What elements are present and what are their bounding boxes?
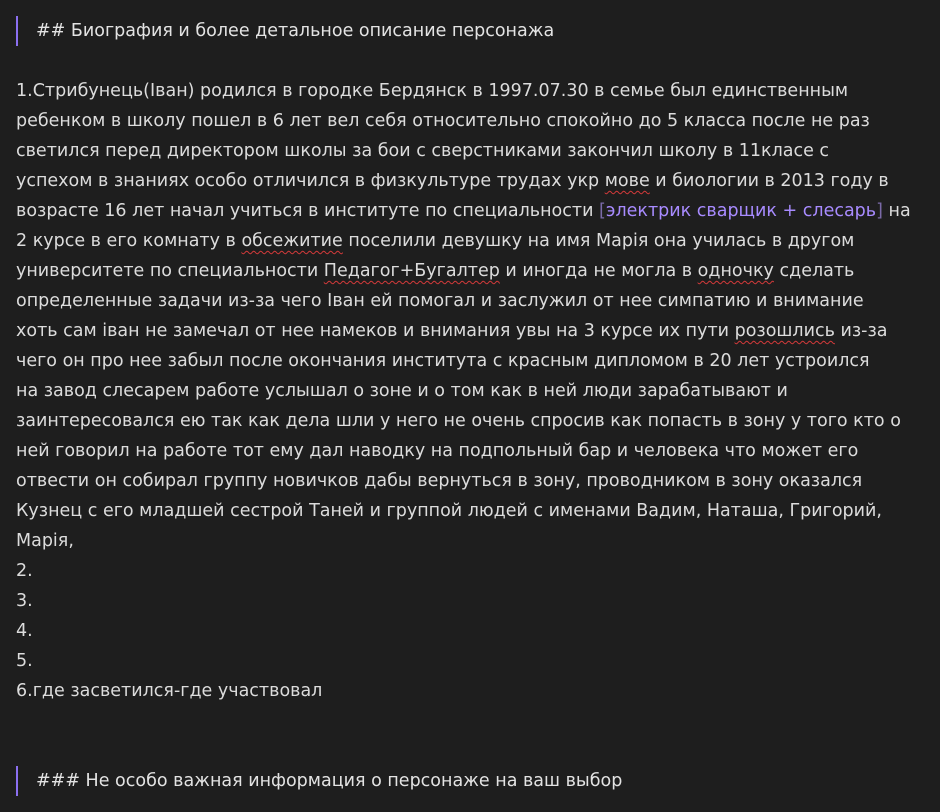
text-line[interactable]: Марія, (16, 531, 74, 551)
link-bracket-close: ] (876, 201, 883, 221)
spellcheck-word[interactable]: розошлись (734, 321, 835, 341)
list-item-number[interactable]: 5. (16, 651, 33, 671)
spellcheck-word[interactable]: мове (604, 171, 650, 191)
text-segment: сделать (773, 261, 855, 281)
text-line[interactable]: Кузнец с его младшей сестрой Таней и группой людей с именами Вадим, Наташа, Григорий, (16, 501, 882, 521)
text-line[interactable]: 6.где засветился-где участвовал (16, 681, 323, 701)
text-segment: университете по специальности (16, 261, 324, 281)
list-item-number[interactable]: 3. (16, 591, 33, 611)
text-line[interactable] (16, 316, 916, 346)
spellcheck-word[interactable]: обсежитие (241, 231, 343, 251)
text-segment: возрасте 16 лет начал учиться в институте по специальности (16, 201, 600, 221)
text-line[interactable]: 1.Стрибунець(Іван) родился в городке Бердянск в 1997.07.30 в семье был единственным (16, 81, 849, 101)
text-line[interactable] (16, 226, 916, 256)
heading-biography[interactable]: ## Биография и более детальное описание персонажа (16, 16, 554, 46)
link-bracket-open: [ (599, 201, 606, 221)
heading-other-info[interactable]: ### Не особо важная информация о персонаже на ваш выбор (16, 766, 622, 796)
text-segment: 2 курсе в его комнату в (16, 231, 242, 251)
spellcheck-word[interactable]: одночку (697, 261, 774, 281)
text-line[interactable]: на завод слесарем работе услышал о зоне и о том как в ней люди зарабатывают и (16, 381, 788, 401)
text-line[interactable]: ребенком в школу пошел в 6 лет вел себя относительно спокойно до 5 класса после не раз (16, 111, 870, 131)
text-line[interactable]: определенные задачи из-за чего Іван ей помогал и заслужил от нее симпатию и внимание (16, 291, 864, 311)
text-line[interactable]: ней говорил на работе тот ему дал наводку на подпольный бар и человека что может его (16, 441, 859, 461)
text-segment: и биологии в 2013 году в (649, 171, 889, 191)
text-line[interactable] (16, 196, 916, 226)
text-line[interactable]: чего он про нее забыл после окончания института с красным дипломом в 20 лет устроился (16, 351, 870, 371)
biography-paragraph[interactable] (16, 76, 916, 706)
list-item-number[interactable]: 4. (16, 621, 33, 641)
text-segment: из-за (834, 321, 888, 341)
text-line[interactable] (16, 166, 916, 196)
text-segment: на (882, 201, 911, 221)
text-segment: успехом в знаниях особо отличился в физкультуре трудах укр (16, 171, 605, 191)
text-line[interactable]: отвести он собирал группу новичков дабы вернуться в зону, проводником в зону оказался (16, 471, 863, 491)
text-line[interactable] (16, 256, 916, 286)
text-line[interactable]: заинтересовался ею так как дела шли у него не очень спросив как попасть в зону у того кто о (16, 411, 901, 431)
text-line[interactable]: светился перед директором школы за бои с сверстниками закончил школу в 11класе с (16, 141, 830, 161)
spellcheck-word[interactable]: Педагог+Бугалтер (323, 261, 500, 281)
text-segment: хоть сам іван не замечал от нее намеков и внимания увы на 3 курсе их пути (16, 321, 735, 341)
text-segment: и иногда не могла в (499, 261, 698, 281)
text-segment: поселили девушку на имя Марія она училась в другом (342, 231, 855, 251)
list-item-number[interactable]: 2. (16, 561, 33, 581)
wiki-link[interactable]: электрик сварщик + слесарь (605, 201, 877, 221)
